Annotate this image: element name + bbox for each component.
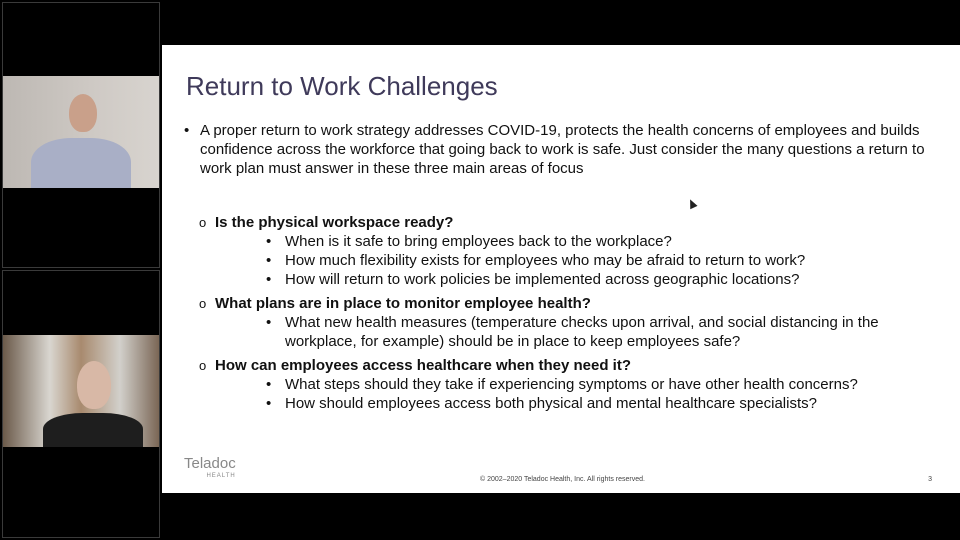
participant-tile-1[interactable] (2, 2, 160, 268)
teladoc-logo (184, 455, 236, 480)
intro-bullet: • A proper return to work strategy addresses COVID-19, protects the health concerns of employees and builds confidence across the workforce that going back to work is safe. Just consider the many questions a return to work plan must answer in these three main areas of focus (182, 121, 952, 178)
page-number: 3 (928, 476, 932, 483)
participant-video-2 (3, 335, 159, 447)
slide-title: Return to Work Challenges (186, 71, 498, 101)
section-heading: o Is the physical workspace ready? (182, 213, 952, 232)
person-head (77, 361, 111, 409)
person-body (31, 138, 131, 188)
copyright: © 2002–2020 Teladoc Health, Inc. All rights reserved. (480, 476, 645, 483)
participant-video-1 (3, 76, 159, 188)
list-item: • How should employees access both physical and mental healthcare specialists? (182, 394, 952, 413)
list-item: • How much flexibility exists for employees who may be afraid to return to work? (182, 251, 952, 270)
logo-subtext: HEALTH (206, 473, 236, 479)
slide-content (182, 121, 952, 413)
presentation-slide (162, 45, 960, 493)
person-body (43, 413, 143, 447)
section-heading: o How can employees access healthcare when they need it? (182, 356, 952, 375)
logo-text: Teladoc (184, 455, 236, 472)
list-item: • What steps should they take if experiencing symptoms or have other health concerns? (182, 375, 952, 394)
list-item: • How will return to work policies be implemented across geographic locations? (182, 270, 952, 289)
participant-tile-2[interactable] (2, 270, 160, 538)
list-item: • What new health measures (temperature checks upon arrival, and social distancing in the workplace, for example) should be in place to keep employees safe? (182, 313, 952, 351)
section-heading: o What plans are in place to monitor employee health? (182, 294, 952, 313)
list-item: • When is it safe to bring employees back to the workplace? (182, 232, 952, 251)
person-head (69, 94, 97, 132)
